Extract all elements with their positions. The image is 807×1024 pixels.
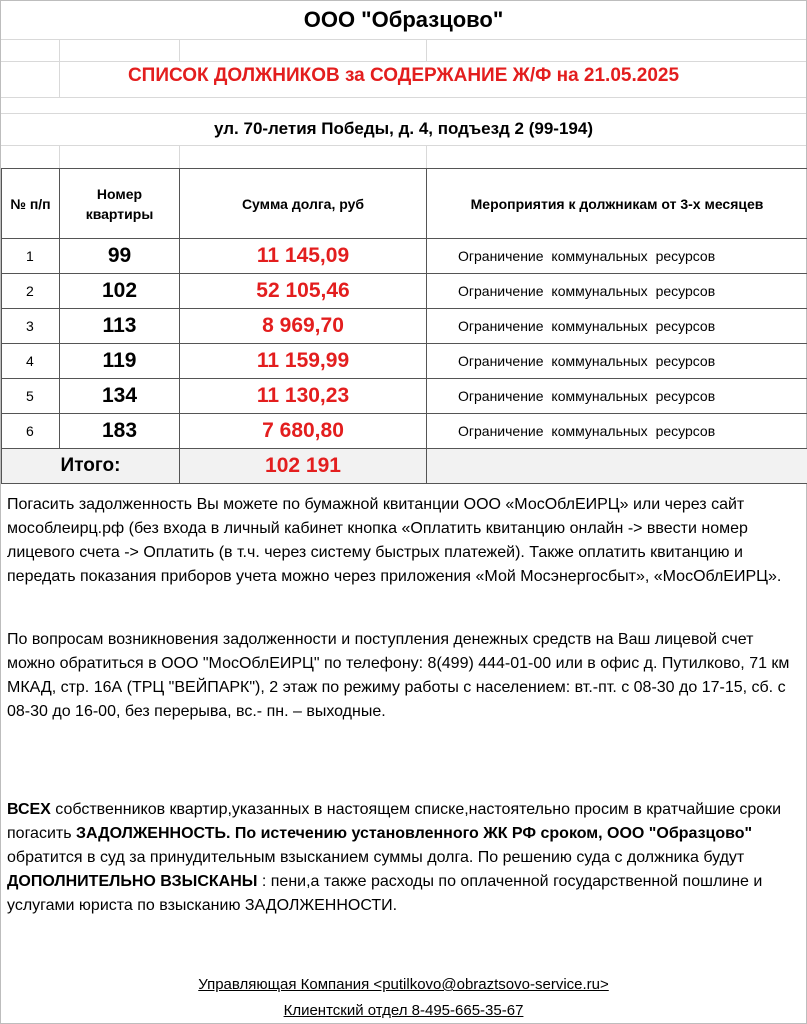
warning-bold-additional: ДОПОЛНИТЕЛЬНО ВЗЫСКАНЫ (7, 873, 258, 890)
debtor-measure: Ограничение коммунальных ресурсов (427, 344, 807, 379)
debtor-measure: Ограничение коммунальных ресурсов (427, 239, 807, 274)
total-label: Итого: (2, 449, 180, 484)
table-header-row (2, 169, 807, 239)
debt-amount: 52 105,46 (180, 274, 427, 309)
column-header-measures: Мероприятия к должникам от 3-х месяцев (427, 169, 807, 239)
column-header-number: № п/п (2, 169, 60, 239)
grid-line (1, 145, 806, 146)
column-header-debt-sum: Сумма долга, руб (180, 169, 427, 239)
row-number: 4 (2, 344, 60, 379)
total-empty-cell (427, 449, 807, 484)
grid-line (59, 145, 60, 168)
warning-bold-debt: ЗАДОЛЖЕННОСТЬ. По истечению установленного ЖК РФ сроком, ООО "Образцово" (76, 825, 753, 842)
contact-information: По вопросам возникновения задолженности и поступления денежных средств на Ваш лицевой счет можно обратиться в ООО "МосОблЕИРЦ" по телефону: 8(499) 444-01-00 или в офис д. Путилково, 71 км МКАД, стр. 16А (ТРЦ "ВЕЙПАРК"), 2 этаж по режиму работы с населением: вт.-пт. с 08-30 до 17-15, сб. с 08-30 до 16-00, без перерыва, вс.- пн. – выходные. (7, 631, 790, 720)
debt-amount: 11 159,99 (180, 344, 427, 379)
grid-line (1, 97, 806, 98)
apartment-number: 183 (60, 414, 180, 449)
warning-text-2: обратится в суд за принудительным взысканием суммы долга. По решению суда с должника будут (7, 849, 745, 866)
table-row (2, 309, 807, 344)
warning-text-1: собственников квартир,указанных в настоящем списке,настоятельно просим в кратчайшие сроки погасить (7, 801, 782, 842)
grid-line (179, 39, 180, 61)
grid-line (1, 39, 806, 40)
grid-line (426, 39, 427, 61)
row-number: 6 (2, 414, 60, 449)
grid-line (179, 145, 180, 168)
apartment-number: 99 (60, 239, 180, 274)
management-company-email[interactable]: Управляющая Компания <putilkovo@obraztsovo-service.ru> (198, 976, 609, 993)
row-number: 1 (2, 239, 60, 274)
debt-warning (7, 798, 804, 918)
debtors-table (1, 168, 807, 484)
row-number: 5 (2, 379, 60, 414)
column-header-apartment: Номер квартиры (60, 169, 180, 239)
company-name: ООО "Образцово" (303, 7, 504, 32)
debtor-measure: Ограничение коммунальных ресурсов (427, 379, 807, 414)
row-number: 3 (2, 309, 60, 344)
debt-amount: 8 969,70 (180, 309, 427, 344)
payment-instructions: Погасить задолженность Вы можете по бумажной квитанции ООО «МосОблЕИРЦ» или через сайт мособлеирц.рф (без входа в личный кабинет кнопка «Оплатить квитанцию онлайн -> ввести номер лицевого счета -> Оплатить (в т.ч. через систему быстрых платежей). Также оплатить квитанцию и передать показания приборов учета можно через приложения «Мой Мосэнергосбыт», «МосОблЕИРЦ». (7, 496, 782, 585)
grid-line (1, 113, 806, 114)
table-row (2, 274, 807, 309)
apartment-number: 113 (60, 309, 180, 344)
debtor-measure: Ограничение коммунальных ресурсов (427, 414, 807, 449)
grid-line (1, 61, 806, 62)
debt-amount: 11 145,09 (180, 239, 427, 274)
apartment-number: 134 (60, 379, 180, 414)
building-address: ул. 70-летия Победы, д. 4, подъезд 2 (99-194) (214, 119, 593, 138)
client-department-phone[interactable]: Клиентский отдел 8-495-665-35-67 (283, 1002, 524, 1019)
warning-bold-all: ВСЕХ (7, 801, 51, 818)
debtors-list-title: СПИСОК ДОЛЖНИКОВ за СОДЕРЖАНИЕ Ж/Ф на 21.05.2025 (127, 65, 680, 86)
debtor-measure: Ограничение коммунальных ресурсов (427, 309, 807, 344)
apartment-number: 102 (60, 274, 180, 309)
grid-line (426, 145, 427, 168)
table-row (2, 239, 807, 274)
total-amount: 102 191 (180, 449, 427, 484)
table-row (2, 379, 807, 414)
table-row (2, 344, 807, 379)
debt-amount: 11 130,23 (180, 379, 427, 414)
apartment-number: 119 (60, 344, 180, 379)
debtor-measure: Ограничение коммунальных ресурсов (427, 274, 807, 309)
row-number: 2 (2, 274, 60, 309)
debt-amount: 7 680,80 (180, 414, 427, 449)
total-row (2, 449, 807, 484)
warning-text-3: : пени,а также расходы по оплаченной государственной пошлине и услугами юриста по взысканию ЗАДОЛЖЕННОСТИ. (7, 873, 763, 914)
table-row (2, 414, 807, 449)
